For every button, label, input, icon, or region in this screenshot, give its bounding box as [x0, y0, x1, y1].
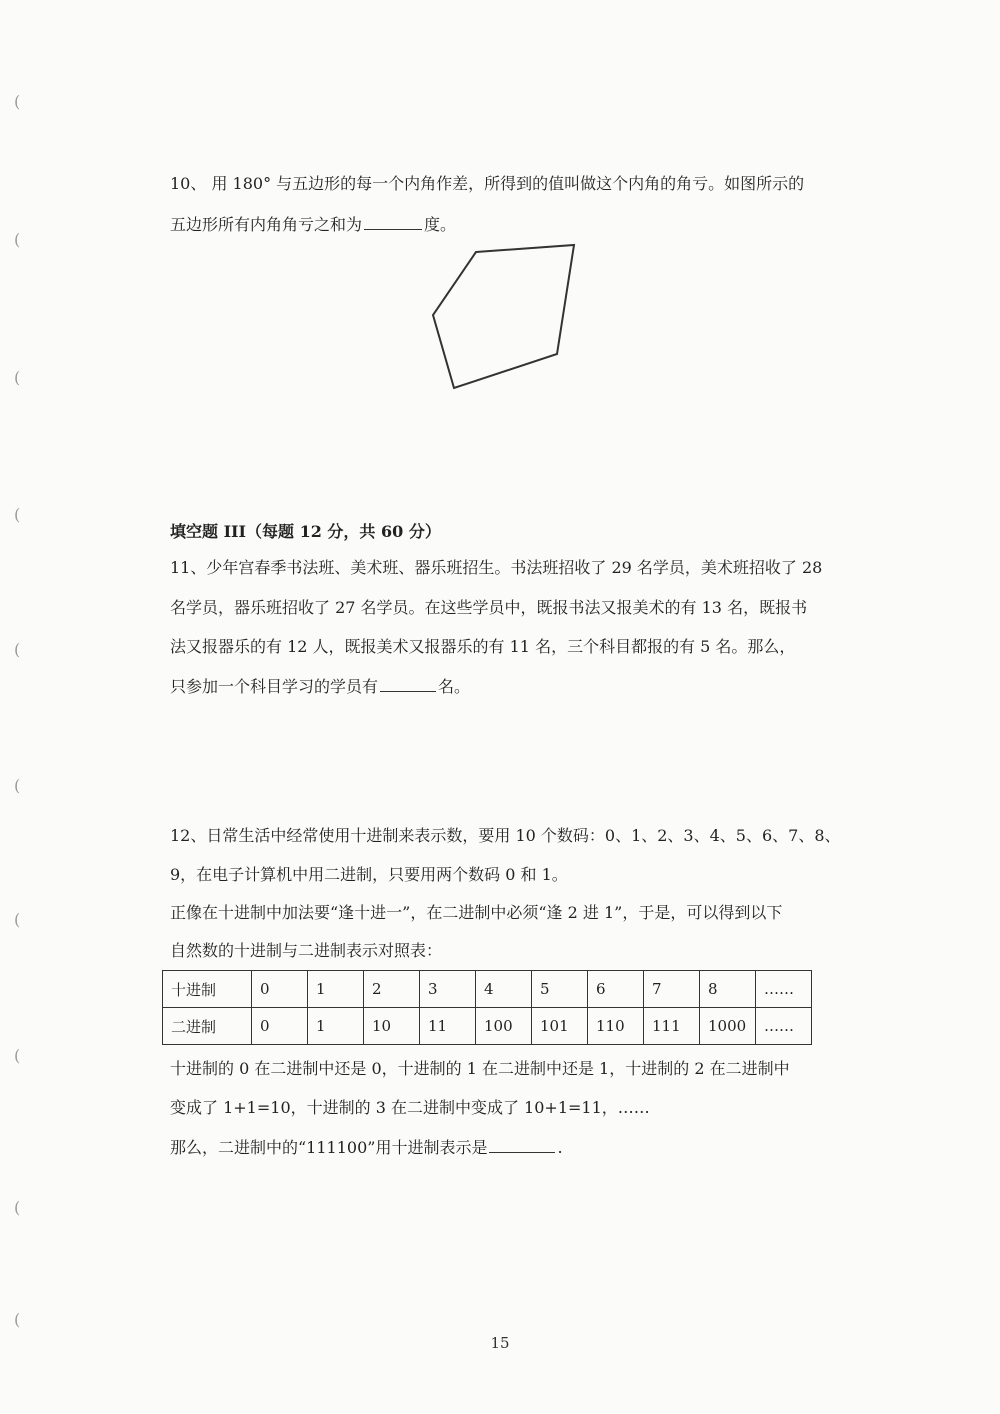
- table-cell: 100: [476, 1008, 532, 1045]
- section-title: 填空题 III（每题 12 分，共 60 分）: [170, 522, 441, 541]
- q12-line-7: [170, 1136, 563, 1159]
- binding-mark: (: [14, 1198, 21, 1217]
- table-row-decimal: [163, 971, 812, 1008]
- q11-line-2: 名学员，器乐班招收了 27 名学员。在这些学员中，既报书法又报美术的有 13 名，既报书: [170, 598, 808, 617]
- table-cell: 110: [588, 1008, 644, 1045]
- q10-line-2: [170, 213, 456, 236]
- table-cell: 6: [588, 971, 644, 1008]
- decimal-binary-table: [162, 970, 812, 1045]
- answer-blank[interactable]: [380, 675, 436, 692]
- binding-mark: (: [14, 92, 21, 111]
- binding-mark: (: [14, 1046, 21, 1065]
- pentagon-figure: [420, 235, 590, 395]
- page-number: 15: [490, 1334, 510, 1352]
- q11-line-1: 11、少年宫春季书法班、美术班、器乐班招生。书法班招收了 29 名学员，美术班招收了 28: [170, 558, 823, 577]
- q12-end: .: [557, 1138, 563, 1157]
- binding-mark: (: [14, 368, 21, 387]
- q12-line-6: 变成了 1+1=10，十进制的 3 在二进制中变成了 10+1=11，……: [170, 1098, 650, 1117]
- table-cell: 7: [644, 971, 700, 1008]
- q10-unit: 度。: [424, 215, 457, 234]
- q10-line-1: 10、 用 180° 与五边形的每一个内角作差，所得到的值叫做这个内角的角亏。如图所示的: [170, 174, 805, 193]
- table-cell: 111: [644, 1008, 700, 1045]
- q12-line-2: 9，在电子计算机中用二进制，只要用两个数码 0 和 1。: [170, 865, 568, 884]
- table-cell: 10: [364, 1008, 420, 1045]
- table-cell: ……: [756, 971, 812, 1008]
- q10-text: 五边形所有内角角亏之和为: [170, 215, 363, 234]
- table-cell: 4: [476, 971, 532, 1008]
- q11-line-3: 法又报器乐的有 12 人，既报美术又报器乐的有 11 名，三个科目都报的有 5 名。那么，: [170, 637, 796, 656]
- binding-mark: (: [14, 1310, 21, 1329]
- binding-mark: (: [14, 640, 21, 659]
- answer-blank[interactable]: [489, 1136, 555, 1153]
- table-cell: 5: [532, 971, 588, 1008]
- q12-line-5: 十进制的 0 在二进制中还是 0，十进制的 1 在二进制中还是 1，十进制的 2 在二进制中: [170, 1059, 790, 1078]
- q12-text: 那么，二进制中的“111100”用十进制表示是: [170, 1138, 488, 1157]
- table-cell: 8: [700, 971, 756, 1008]
- q11-line-4: [170, 675, 470, 698]
- table-cell: 0: [252, 971, 308, 1008]
- q12-line-1: 12、日常生活中经常使用十进制来表示数，要用 10 个数码：0、1、2、3、4、5、6、7、8、: [170, 826, 841, 845]
- table-header-cell: 二进制: [163, 1008, 252, 1045]
- table-cell: 1: [308, 1008, 364, 1045]
- q12-line-3: 正像在十进制中加法要“逢十进一”，在二进制中必须“逢 2 进 1”，于是，可以得到以下: [170, 903, 783, 922]
- table-header-cell: 十进制: [163, 971, 252, 1008]
- table-cell: 1000: [700, 1008, 756, 1045]
- answer-blank[interactable]: [364, 213, 422, 230]
- pentagon-shape: [433, 245, 574, 388]
- binding-mark: (: [14, 910, 21, 929]
- binding-mark: (: [14, 230, 21, 249]
- binding-mark: (: [14, 776, 21, 795]
- table-cell: 11: [420, 1008, 476, 1045]
- table-cell: 1: [308, 971, 364, 1008]
- table-cell: 2: [364, 971, 420, 1008]
- q12-line-4: 自然数的十进制与二进制表示对照表：: [170, 941, 443, 960]
- table-row-binary: [163, 1008, 812, 1045]
- q11-unit: 名。: [438, 677, 471, 696]
- table-cell: 3: [420, 971, 476, 1008]
- table-cell: ……: [756, 1008, 812, 1045]
- q11-text: 只参加一个科目学习的学员有: [170, 677, 379, 696]
- table-cell: 101: [532, 1008, 588, 1045]
- binding-mark: (: [14, 505, 21, 524]
- table-cell: 0: [252, 1008, 308, 1045]
